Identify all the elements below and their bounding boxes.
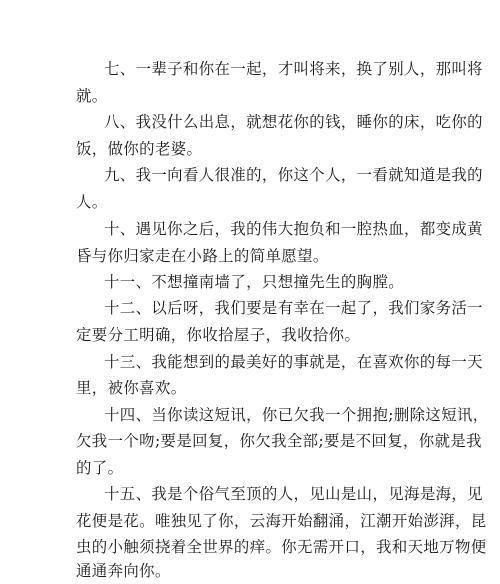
text-line: 十二、以后呀，我们要是有幸在一起了，我们家务活一 bbox=[104, 299, 483, 317]
text-line: 九、我一向看人很准的，你这个人，一看就知道是我的 bbox=[104, 166, 483, 184]
text-line: 十四、当你读这短讯，你已欠我一个拥抱;删除这短讯， bbox=[104, 406, 489, 424]
text-line: 里，被你喜欢。 bbox=[76, 379, 187, 397]
text-line: 十五、我是个俗气至顶的人，见山是山，见海是海，见 bbox=[104, 485, 483, 503]
text-line: 十、遇见你之后，我的伟大抱负和一腔热血，都变成黄 bbox=[104, 220, 483, 238]
text-line: 欠我一个吻;要是回复，你欠我全部;要是不回复，你就是我 bbox=[76, 432, 482, 450]
text-line: 花便是花。唯独见了你，云海开始翻涌，江潮开始澎湃，昆 bbox=[76, 512, 487, 530]
text-line: 十三、我能想到的最美好的事就是，在喜欢你的每一天 bbox=[104, 353, 483, 371]
text-line: 的了。 bbox=[76, 459, 124, 477]
text-line: 七、一辈子和你在一起，才叫将来，换了别人，那叫将 bbox=[104, 60, 483, 78]
text-line: 八、我没什么出息，就想花你的钱，睡你的床，吃你的 bbox=[104, 113, 483, 131]
text-line: 通通奔向你。 bbox=[76, 562, 171, 580]
text-line: 虫的小触须挠着全世界的痒。你无需开口，我和天地万物便 bbox=[76, 538, 487, 556]
text-line: 人。 bbox=[76, 193, 108, 211]
text-line: 昏与你归家走在小路上的简单愿望。 bbox=[76, 247, 329, 265]
text-line: 十一、不想撞南墙了，只想撞先生的胸膛。 bbox=[104, 273, 405, 291]
text-line: 就。 bbox=[76, 87, 108, 105]
text-line: 饭，做你的老婆。 bbox=[76, 140, 203, 158]
text-line: 定要分工明确，你收拾屋子，我收拾你。 bbox=[76, 326, 361, 344]
